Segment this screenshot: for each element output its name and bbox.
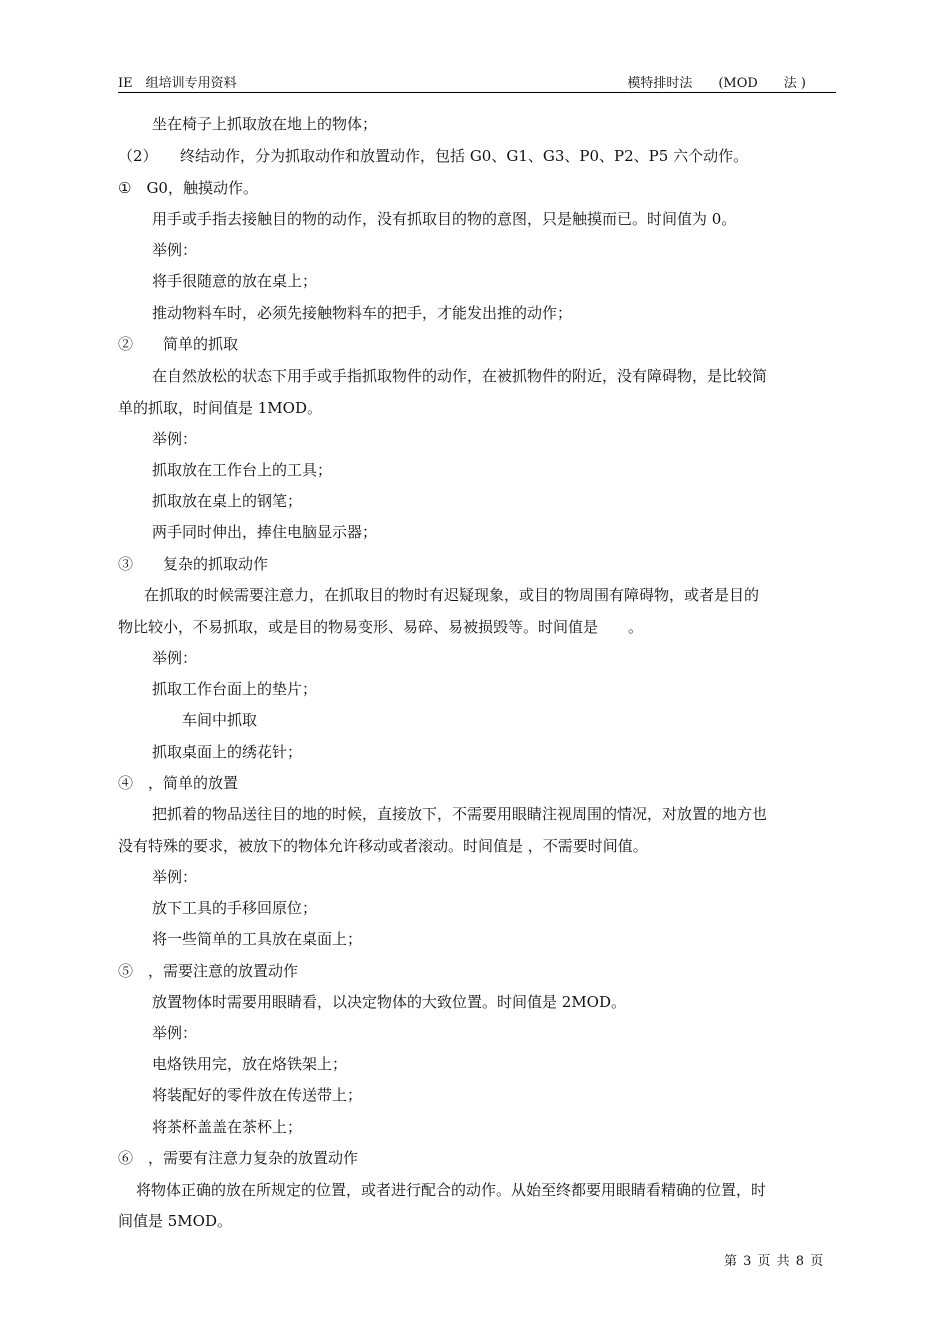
text-line: 车间中抓取 [182, 711, 258, 729]
text-line: 坐在椅子上抓取放在地上的物体； [152, 115, 378, 133]
text-line: 在自然放松的状态下用手或手指抓取物件的动作，在被抓物件的附近，没有障碍物，是比较简 [152, 367, 768, 385]
text-line: 举例： [152, 430, 198, 448]
text-line: 放置物体时需要用眼睛看，以决定物体的大致位置。时间值是 2MOD。 [152, 993, 626, 1011]
text-line: 将一些简单的工具放在桌面上； [152, 930, 363, 948]
text-line: 间值是 5MOD。 [118, 1212, 232, 1230]
text-line: 把抓着的物品送往目的地的时候，直接放下，不需要用眼睛注视周围的情况，对放置的地方也 [152, 805, 768, 823]
text-line: ① G0，触摸动作。 [118, 179, 258, 197]
text-line: 两手同时伸出，捧住电脑显示器； [152, 523, 378, 541]
text-line: ④ ，简单的放置 [118, 774, 239, 792]
text-line: 在抓取的时候需要注意力，在抓取目的物时有迟疑现象，或目的物周围有障碍物，或者是目的 [144, 586, 760, 604]
text-line: 抓取放在工作台上的工具； [152, 461, 333, 479]
text-line: （2） 终结动作，分为抓取动作和放置动作，包括 G0、G1、G3、P0、P2、P5 六个动作。 [118, 147, 749, 165]
text-line: 放下工具的手移回原位； [152, 899, 318, 917]
header-right: 模特排时法 (MOD 法 ) [627, 76, 806, 91]
text-line: 抓取桌面上的绣花针； [152, 743, 303, 761]
text-line: 将装配好的零件放在传送带上； [152, 1086, 363, 1104]
page-number: 第 3 页 共 8 页 [724, 1254, 825, 1269]
text-line: ⑥ ，需要有注意力复杂的放置动作 [118, 1149, 359, 1167]
text-line: 将手很随意的放在桌上； [152, 272, 318, 290]
text-line: 用手或手指去接触目的物的动作，没有抓取目的物的意图，只是触摸而已。时间值为 0。 [152, 210, 737, 228]
text-line: 推动物料车时，必须先接触物料车的把手，才能发出推的动作； [152, 304, 573, 322]
text-line: 单的抓取，时间值是 1MOD。 [118, 399, 322, 417]
text-line: 没有特殊的要求，被放下的物体允许移动或者滚动。时间值是 ，不需要时间值。 [118, 837, 648, 855]
text-line: 电烙铁用完，放在烙铁架上； [152, 1055, 348, 1073]
text-line: 物比较小，不易抓取，或是目的物易变形、易碎、易被损毁等。时间值是 。 [118, 618, 644, 636]
text-line: 将茶杯盖盖在茶杯上； [152, 1118, 303, 1136]
text-line: 举例： [152, 1024, 198, 1042]
text-line: ⑤ ，需要注意的放置动作 [118, 962, 299, 980]
text-line: 将物体正确的放在所规定的位置，或者进行配合的动作。从始至终都要用眼睛看精确的位置，时 [136, 1181, 767, 1199]
text-line: 举例： [152, 241, 198, 259]
header-left: IE 组培训专用资料 [118, 76, 237, 91]
text-line: ③ 复杂的抓取动作 [118, 555, 269, 573]
text-line: 举例： [152, 868, 198, 886]
text-line: 抓取工作台面上的垫片； [152, 680, 318, 698]
text-line: ② 简单的抓取 [118, 335, 239, 353]
page-header [118, 70, 836, 93]
text-line: 抓取放在桌上的钢笔； [152, 492, 303, 510]
text-line: 举例： [152, 649, 198, 667]
